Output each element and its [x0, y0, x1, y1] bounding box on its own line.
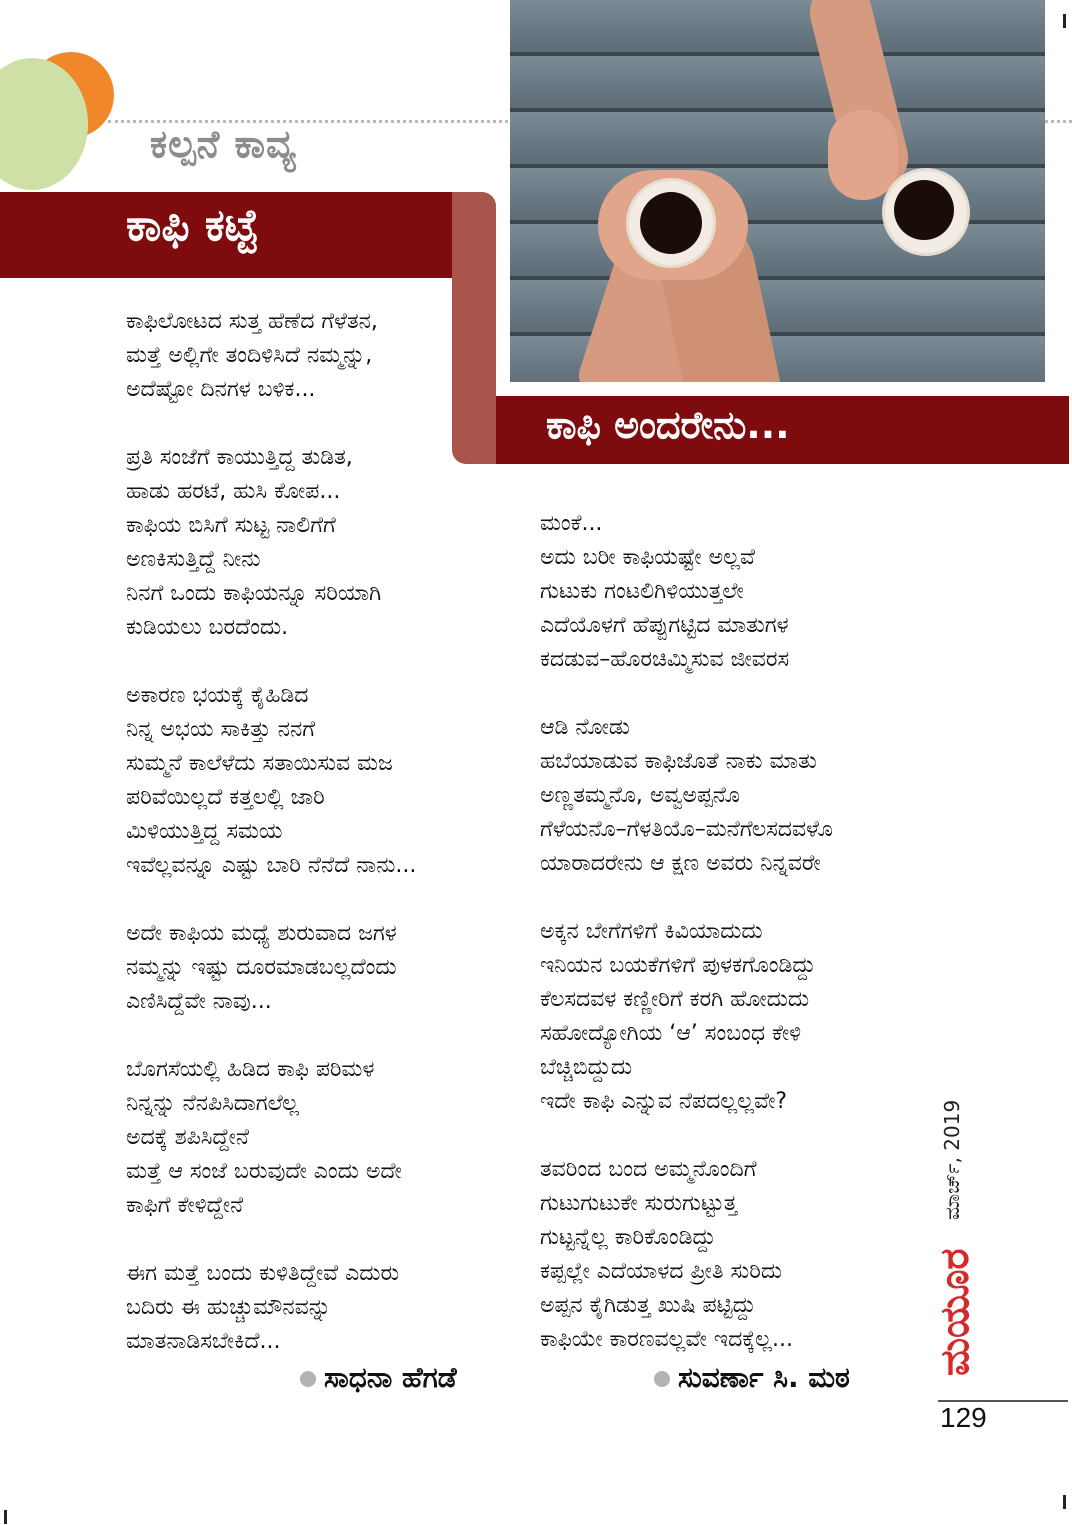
stanza: ತವರಿಂದ ಬಂದ ಅಮ್ಮನೊಂದಿಗೆ ಗುಟುಗುಟುಕೇ ಸುರುಗುಟ್ಟುತ್ತ ಗುಟ್ಟನ್ನೆಲ್ಲ ಕಾರಿಕೊಂಡಿದ್ದು ಕಪ್ಪಲ್ಲೇ ಎದೆಯಾಳದ ಪ್ರೀತಿ ಸುರಿದು ಅಪ್ಪನ ಕೈಗಿಡುತ್ತ ಖುಷಿ ಪಟ್ಟಿದ್ದು ಕಾಫಿಯೇ ಕಾರಣವಲ್ಲವೇ ಇದಕ್ಕೆಲ್ಲ... [540, 1157, 794, 1352]
crop-mark [1063, 1495, 1066, 1509]
stanza: ಆಡಿ ನೋಡು ಹಬೆಯಾಡುವ ಕಾಫಿಜೊತೆ ನಾಕು ಮಾತು ಅಣ್ಣತಮ್ಮನೊ, ಅವ್ವಅಪ್ಪನೊ ಗೆಳೆಯನೊ–ಗೆಳತಿಯೊ–ಮನೆಗೆಲಸದವಳೊ ಯಾರಾದರೇನು ಆ ಕ್ಷಣ ಅವರು ನಿನ್ನವರೇ [540, 715, 833, 876]
page-number: 129 [940, 1402, 987, 1433]
poem-title-left: ಕಾಫಿ ಕಟ್ಟೆ [126, 200, 259, 251]
stanza: ಅದೇ ಕಾಫಿಯ ಮಧ್ಯೆ ಶುರುವಾದ ಜಗಳ ನಮ್ಮನ್ನು ಇಷ್ಟು ದೂರಮಾಡಬಲ್ಲದೆಂದು ಎಣಿಸಿದ್ದೆವೇ ನಾವು... [126, 921, 397, 1014]
stanza: ಪ್ರತಿ ಸಂಜೆಗೆ ಕಾಯುತ್ತಿದ್ದ ತುಡಿತ, ಹಾಡು ಹರಟೆ, ಹುಸಿ ಕೋಪ... ಕಾಫಿಯ ಬಿಸಿಗೆ ಸುಟ್ಟ ನಾಲಿಗೆಗೆ ಅಣಕಿಸುತ್ತಿದ್ದೆ ನೀನು ನಿನಗೆ ಒಂದು ಕಾಫಿಯನ್ನೂ ಸರಿಯಾಗಿ ಕುಡಿಯಲು ಬರದೆಂದು. [126, 445, 382, 640]
poem-right-body [540, 507, 940, 1357]
author-name: ಸಾಧನಾ ಹೆಗಡೆ [324, 1361, 457, 1394]
section-label: ಕಲ್ಪನೆ ಕಾವ್ಯ [150, 122, 297, 166]
stanza: ಕಾಫಿಲೋಟದ ಸುತ್ತ ಹೆಣೆದ ಗೆಳೆತನ, ಮತ್ತೆ ಅಲ್ಲಿಗೇ ತಂದಿಳಿಸಿದೆ ನಮ್ಮನ್ನು, ಅದೆಷ್ಟೋ ದಿನಗಳ ಬಳಿಕ... [126, 309, 378, 402]
stanza: ಅಕ್ಕನ ಬೇಗೆಗಳಿಗೆ ಕಿವಿಯಾದುದು ಇನಿಯನ ಬಯಕೆಗಳಿಗೆ ಪುಳಕಗೊಂಡಿದ್ದು ಕೆಲಸದವಳ ಕಣ್ಣೀರಿಗೆ ಕರಗಿ ಹೋದುದು ಸಹೋದ್ಯೋಗಿಯ ‘ಆ’ ಸಂಬಂಧ ಕೇಳಿ ಬೆಚ್ಚಿಬಿದ್ದುದು ಇದೇ ಕಾಫಿ ಎನ್ನುವ ನೆಪದಲ್ಲಲ್ಲವೇ? [540, 919, 816, 1114]
bullet-dot-icon [300, 1371, 316, 1387]
bullet-dot-icon [654, 1371, 670, 1387]
stanza: ಅಕಾರಣ ಭಯಕ್ಕೆ ಕೈಹಿಡಿದ ನಿನ್ನ ಅಭಯ ಸಾಕಿತ್ತು ನನಗೆ ಸುಮ್ಮನೆ ಕಾಲೆಳೆದು ಸತಾಯಿಸುವ ಮಜ ಪರಿವೆಯಿಲ್ಲದೆ ಕತ್ತಲಲ್ಲಿ ಜಾರಿ ಮಿಳಿಯುತ್ತಿದ್ದ ಸಮಯ ಇವೆಲ್ಲವನ್ನೂ ಎಷ್ಟು ಬಾರಿ ನೆನೆದೆ ನಾನು... [126, 683, 417, 878]
stanza: ಬೊಗಸೆಯಲ್ಲಿ ಹಿಡಿದ ಕಾಫಿ ಪರಿಮಳ ನಿನ್ನನ್ನು ನೆನಪಿಸಿದಾಗಲೆಲ್ಲ ಅದಕ್ಕೆ ಶಪಿಸಿದ್ದೇನೆ ಮತ್ತೆ ಆ ಸಂಜೆ ಬರುವುದೇ ಎಂದು ಅದೇ ಕಾಫಿಗೆ ಕೇಳಿದ್ದೇನೆ [126, 1057, 402, 1218]
stanza: ಮಂಕೆ... ಅದು ಬರೀ ಕಾಫಿಯಷ್ಟೇ ಅಲ್ಲವೆ ಗುಟುಕು ಗಂಟಲಿಗಿಳಿಯುತ್ತಲೇ ಎದೆಯೊಳಗೆ ಹೆಪ್ಪುಗಟ್ಟಿದ ಮಾತುಗಳ ಕದಡುವ–ಹೊರಚಿಮ್ಮಿಸುವ ಜೀವರಸ [540, 511, 790, 672]
author-right [654, 1361, 850, 1395]
magazine-logo: ಮಯೂರ [932, 1248, 978, 1376]
crop-mark [4, 1510, 7, 1524]
author-left [300, 1361, 457, 1395]
coffee-cups-photo [510, 0, 1045, 382]
author-name: ಸುವರ್ಣಾ ಸಿ. ಮಠ [678, 1361, 850, 1394]
dotted-divider-right [1045, 120, 1072, 123]
stanza: ಈಗ ಮತ್ತೆ ಬಂದು ಕುಳಿತಿದ್ದೇವೆ ಎದುರು ಬದಿರು ಈ ಹುಚ್ಚುಮೌನವನ್ನು ಮಾತನಾಡಿಸಬೇಕಿದೆ... [126, 1261, 400, 1354]
poem-left-body [126, 305, 526, 1359]
crop-mark [1063, 14, 1066, 28]
issue-date: ಮಾರ್ಚ್, 2019 [940, 1099, 964, 1220]
poem-title-right: ಕಾಫಿ ಅಂದರೇನು... [546, 403, 790, 447]
